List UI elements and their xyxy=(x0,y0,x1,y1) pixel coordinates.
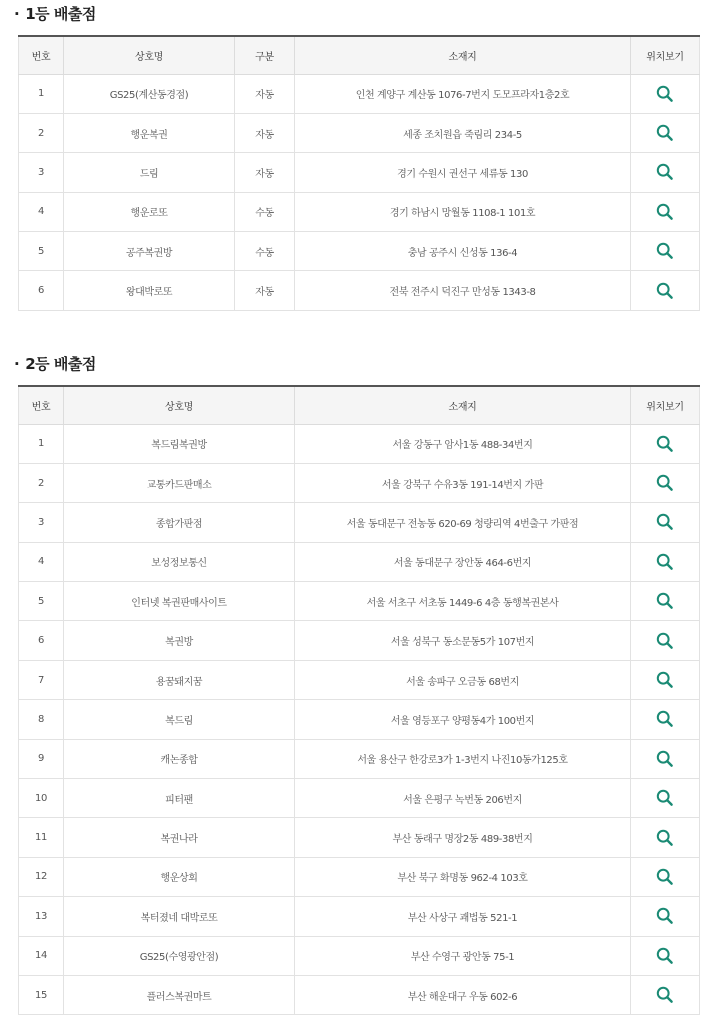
map-cell xyxy=(631,818,700,857)
header-name: 상호명 xyxy=(64,386,295,424)
search-icon xyxy=(655,281,675,301)
row-number: 3 xyxy=(19,153,64,192)
view-location-button[interactable] xyxy=(655,162,675,182)
table-header-row xyxy=(19,386,700,424)
map-cell xyxy=(631,153,700,192)
row-number: 2 xyxy=(19,463,64,502)
bullet-dot: · xyxy=(14,5,20,23)
selection-type: 자동 xyxy=(235,113,295,152)
map-cell xyxy=(631,779,700,818)
row-number: 6 xyxy=(19,271,64,310)
search-icon xyxy=(655,202,675,222)
store-name: 종합가판점 xyxy=(64,503,295,542)
store-name: 왕대박로또 xyxy=(64,271,235,310)
view-location-button[interactable] xyxy=(655,473,675,493)
map-cell xyxy=(631,936,700,975)
selection-type: 자동 xyxy=(235,153,295,192)
store-address: 서울 동대문구 장안동 464-6번지 xyxy=(295,542,631,581)
row-number: 8 xyxy=(19,700,64,739)
row-number: 14 xyxy=(19,936,64,975)
search-icon xyxy=(655,709,675,729)
store-address: 인천 계양구 계산동 1076-7번지 도모프라자1층2호 xyxy=(295,74,631,113)
search-icon xyxy=(655,828,675,848)
section-title-second-prize xyxy=(14,354,96,374)
header-no: 번호 xyxy=(19,36,64,74)
map-cell xyxy=(631,542,700,581)
bullet-dot: · xyxy=(14,355,20,373)
search-icon xyxy=(655,123,675,143)
store-name: GS25(계산동경점) xyxy=(64,74,235,113)
table-row xyxy=(19,463,700,502)
view-location-button[interactable] xyxy=(655,788,675,808)
view-location-button[interactable] xyxy=(655,709,675,729)
view-location-button[interactable] xyxy=(655,552,675,572)
table-row xyxy=(19,779,700,818)
view-location-button[interactable] xyxy=(655,867,675,887)
search-icon xyxy=(655,631,675,651)
search-icon xyxy=(655,473,675,493)
store-name: GS25(수영광안점) xyxy=(64,936,295,975)
map-cell xyxy=(631,74,700,113)
map-cell xyxy=(631,660,700,699)
first-prize-table xyxy=(18,35,700,311)
row-number: 2 xyxy=(19,113,64,152)
selection-type: 수동 xyxy=(235,232,295,271)
store-name: 교통카드판매소 xyxy=(64,463,295,502)
table-row xyxy=(19,975,700,1014)
store-address: 서울 은평구 녹번동 206번지 xyxy=(295,779,631,818)
map-cell xyxy=(631,621,700,660)
store-name: 복권나라 xyxy=(64,818,295,857)
row-number: 10 xyxy=(19,779,64,818)
search-icon xyxy=(655,84,675,104)
search-icon xyxy=(655,670,675,690)
row-number: 3 xyxy=(19,503,64,542)
view-location-button[interactable] xyxy=(655,906,675,926)
row-number: 11 xyxy=(19,818,64,857)
header-no: 번호 xyxy=(19,386,64,424)
header-name: 상호명 xyxy=(64,36,235,74)
table-row xyxy=(19,818,700,857)
store-address: 부산 북구 화명동 962-4 103호 xyxy=(295,857,631,896)
table-row xyxy=(19,739,700,778)
row-number: 13 xyxy=(19,897,64,936)
store-name: 복드림 xyxy=(64,700,295,739)
map-cell xyxy=(631,424,700,463)
selection-type: 수동 xyxy=(235,192,295,231)
search-icon xyxy=(655,241,675,261)
view-location-button[interactable] xyxy=(655,202,675,222)
store-name: 보성정보통신 xyxy=(64,542,295,581)
view-location-button[interactable] xyxy=(655,434,675,454)
store-address: 서울 영등포구 양평동4가 100번지 xyxy=(295,700,631,739)
header-map: 위치보기 xyxy=(631,386,700,424)
store-address: 부산 동래구 명장2동 489-38번지 xyxy=(295,818,631,857)
second-prize-table-body xyxy=(19,424,700,1015)
header-address: 소재지 xyxy=(295,386,631,424)
search-icon xyxy=(655,985,675,1005)
section-title-text: 2등 배출점 xyxy=(25,355,96,373)
store-name: 공주복권방 xyxy=(64,232,235,271)
map-cell xyxy=(631,271,700,310)
store-address: 전북 전주시 덕진구 만성동 1343-8 xyxy=(295,271,631,310)
store-name: 피터팬 xyxy=(64,779,295,818)
store-address: 서울 동대문구 전농동 620-69 청량리역 4번출구 가판점 xyxy=(295,503,631,542)
search-icon xyxy=(655,591,675,611)
search-icon xyxy=(655,552,675,572)
table-row xyxy=(19,621,700,660)
table-row xyxy=(19,232,700,271)
view-location-button[interactable] xyxy=(655,946,675,966)
selection-type: 자동 xyxy=(235,74,295,113)
store-name: 복권방 xyxy=(64,621,295,660)
row-number: 1 xyxy=(19,424,64,463)
row-number: 6 xyxy=(19,621,64,660)
table-row xyxy=(19,542,700,581)
view-location-button[interactable] xyxy=(655,123,675,143)
store-name: 행운복권 xyxy=(64,113,235,152)
view-location-button[interactable] xyxy=(655,281,675,301)
store-name: 플러스복권마트 xyxy=(64,975,295,1014)
table-header-row xyxy=(19,36,700,74)
row-number: 15 xyxy=(19,975,64,1014)
section-title-first-prize xyxy=(14,4,96,24)
header-address: 소재지 xyxy=(295,36,631,74)
store-address: 경기 수원시 권선구 세류동 130 xyxy=(295,153,631,192)
table-row xyxy=(19,271,700,310)
map-cell xyxy=(631,582,700,621)
row-number: 1 xyxy=(19,74,64,113)
map-cell xyxy=(631,113,700,152)
view-location-button[interactable] xyxy=(655,591,675,611)
section-title-text: 1등 배출점 xyxy=(25,5,96,23)
store-address: 경기 하남시 망월동 1108-1 101호 xyxy=(295,192,631,231)
store-name: 드림 xyxy=(64,153,235,192)
table-row xyxy=(19,503,700,542)
header-map: 위치보기 xyxy=(631,36,700,74)
map-cell xyxy=(631,857,700,896)
map-cell xyxy=(631,897,700,936)
map-cell xyxy=(631,975,700,1014)
store-address: 서울 송파구 오금동 68번지 xyxy=(295,660,631,699)
map-cell xyxy=(631,463,700,502)
store-address: 서울 서초구 서초동 1449-6 4층 동행복권본사 xyxy=(295,582,631,621)
store-name: 행운로또 xyxy=(64,192,235,231)
store-address: 부산 해운대구 우동 602-6 xyxy=(295,975,631,1014)
view-location-button[interactable] xyxy=(655,241,675,261)
row-number: 4 xyxy=(19,542,64,581)
row-number: 5 xyxy=(19,582,64,621)
map-cell xyxy=(631,232,700,271)
header-type: 구분 xyxy=(235,36,295,74)
store-name: 복터졌네 대박로또 xyxy=(64,897,295,936)
table-row xyxy=(19,74,700,113)
store-name: 용꿈돼지꿈 xyxy=(64,660,295,699)
table-row xyxy=(19,857,700,896)
store-address: 서울 성북구 동소문동5가 107번지 xyxy=(295,621,631,660)
table-row xyxy=(19,113,700,152)
view-location-button[interactable] xyxy=(655,631,675,651)
store-name: 복드림복권방 xyxy=(64,424,295,463)
map-cell xyxy=(631,700,700,739)
search-icon xyxy=(655,512,675,532)
view-location-button[interactable] xyxy=(655,985,675,1005)
row-number: 5 xyxy=(19,232,64,271)
view-location-button[interactable] xyxy=(655,828,675,848)
row-number: 12 xyxy=(19,857,64,896)
store-address: 부산 사상구 괘법동 521-1 xyxy=(295,897,631,936)
table-row xyxy=(19,192,700,231)
search-icon xyxy=(655,788,675,808)
store-address: 부산 수영구 광안동 75-1 xyxy=(295,936,631,975)
table-row xyxy=(19,424,700,463)
view-location-button[interactable] xyxy=(655,512,675,532)
map-cell xyxy=(631,192,700,231)
row-number: 9 xyxy=(19,739,64,778)
store-address: 서울 강동구 암사1동 488-34번지 xyxy=(295,424,631,463)
table-row xyxy=(19,660,700,699)
table-row xyxy=(19,700,700,739)
search-icon xyxy=(655,906,675,926)
row-number: 4 xyxy=(19,192,64,231)
table-row xyxy=(19,582,700,621)
selection-type: 자동 xyxy=(235,271,295,310)
first-prize-table-body xyxy=(19,74,700,310)
store-name: 인터넷 복권판매사이트 xyxy=(64,582,295,621)
search-icon xyxy=(655,946,675,966)
view-location-button[interactable] xyxy=(655,749,675,769)
table-row xyxy=(19,153,700,192)
search-icon xyxy=(655,434,675,454)
store-address: 충남 공주시 신성동 136-4 xyxy=(295,232,631,271)
table-row xyxy=(19,936,700,975)
search-icon xyxy=(655,162,675,182)
row-number: 7 xyxy=(19,660,64,699)
search-icon xyxy=(655,749,675,769)
store-name: 캐논종합 xyxy=(64,739,295,778)
table-row xyxy=(19,897,700,936)
map-cell xyxy=(631,739,700,778)
store-address: 세종 조치원읍 죽림리 234-5 xyxy=(295,113,631,152)
view-location-button[interactable] xyxy=(655,670,675,690)
map-cell xyxy=(631,503,700,542)
store-address: 서울 용산구 한강로3가 1-3번지 나진10동가125호 xyxy=(295,739,631,778)
view-location-button[interactable] xyxy=(655,84,675,104)
second-prize-table xyxy=(18,385,700,1015)
store-address: 서울 강북구 수유3동 191-14번지 가판 xyxy=(295,463,631,502)
search-icon xyxy=(655,867,675,887)
store-name: 행운상회 xyxy=(64,857,295,896)
